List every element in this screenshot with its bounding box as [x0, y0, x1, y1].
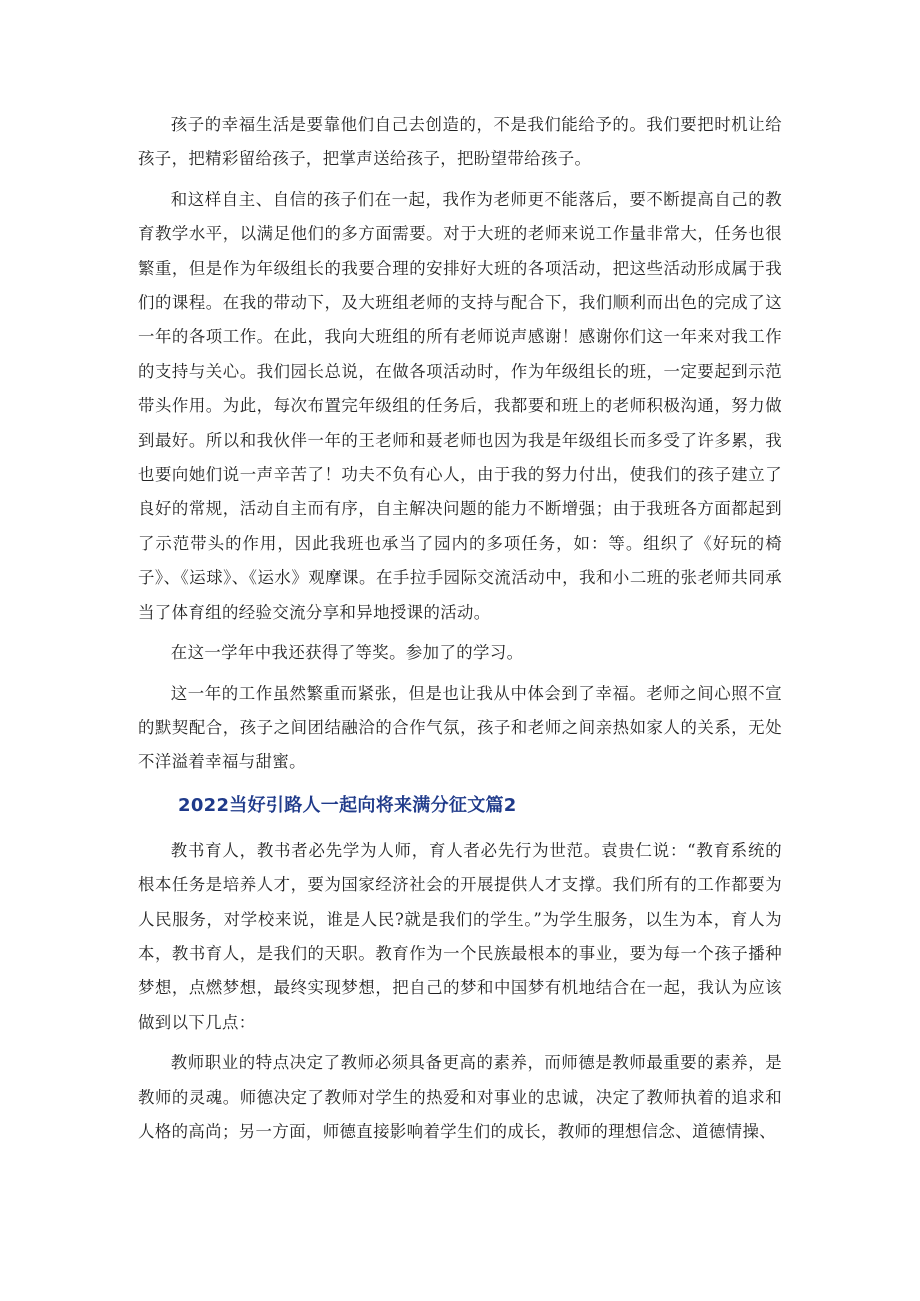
paragraph-happiness-created: 孩子的幸福生活是要靠他们自己去创造的，不是我们能给予的。我们要把时机让给孩子，把精彩留给孩子，把掌声送给孩子，把盼望带给孩子。 [138, 115, 782, 169]
section-heading: 2022当好引路人一起向将来满分征文篇2 [178, 794, 517, 816]
document-page [138, 108, 782, 1155]
paragraph-awards: 在这一学年中我还获得了等奖。参加了的学习。 [170, 643, 524, 663]
paragraph-teacher-ethics: 教师职业的特点决定了教师必须具备更高的素养，而师德是教师最重要的素养，是教师的灵魂。师德决定了教师对学生的热爱和对事业的忠诚，决定了教师执着的追求和人格的高尚；另一方面，师德直接影响着学生们的成长，教师的理想信念、道德情操、 [138, 1053, 782, 1141]
paragraph-year-summary: 这一年的工作虽然繁重而紧张，但是也让我从中体会到了幸福。老师之间心照不宣的默契配合，孩子之间团结融洽的合作气氛，孩子和老师之间亲热如家人的关系，无处不洋溢着幸福与甜蜜。 [138, 683, 782, 772]
paragraph-teaching-mission: 教书育人，教书者必先学为人师，育人者必先行为世范。袁贵仁说：“教育系统的根本任务是培养人才，要为国家经济社会的开展提供人才支撑。我们所有的工作都要为人民服务，对学校来说，谁是人民?就是我们的学生。”为学生服务，以生为本，育人为本，教书育人，是我们的天职。教育作为一个民族最根本的事业，要为每一个孩子播种梦想，点燃梦想，最终实现梦想，把自己的梦和中国梦有机地结合在一起，我认为应该做到以下几点： [138, 840, 782, 1032]
paragraph-grade-leader-work: 和这样自主、自信的孩子们在一起，我作为老师更不能落后，要不断提高自己的教育教学水平，以满足他们的多方面需要。对于大班的老师来说工作量非常大，任务也很繁重，但是作为年级组长的我要合理的安排好大班的各项活动，把这些活动形成属于我们的课程。在我的带动下，及大班组老师的支持与配合下，我们顺利而出色的完成了这一年的各项工作。在此，我向大班组的所有老师说声感谢！感谢你们这一年来对我工作的支持与关心。我们园长总说，在做各项活动时，作为年级组长的班，一定要起到示范带头作用。为此，每次布置完年级组的任务后，我都要和班上的老师积极沟通，努力做到最好。所以和我伙伴一年的王老师和聂老师也因为我是年级组长而多受了许多累，我也要向她们说一声辛苦了！功夫不负有心人，由于我的努力付出，使我们的孩子建立了良好的常规，活动自主而有序，自主解决问题的能力不断增强；由于我班各方面都起到了示范带头的作用，因此我班也承当了园内的多项任务，如：等。组织了《好玩的椅子》、《运球》、《运水》观摩课。在手拉手园际交流活动中，我和小二班的张老师共同承当了体育组的经验交流分享和异地授课的活动。 [138, 189, 782, 622]
